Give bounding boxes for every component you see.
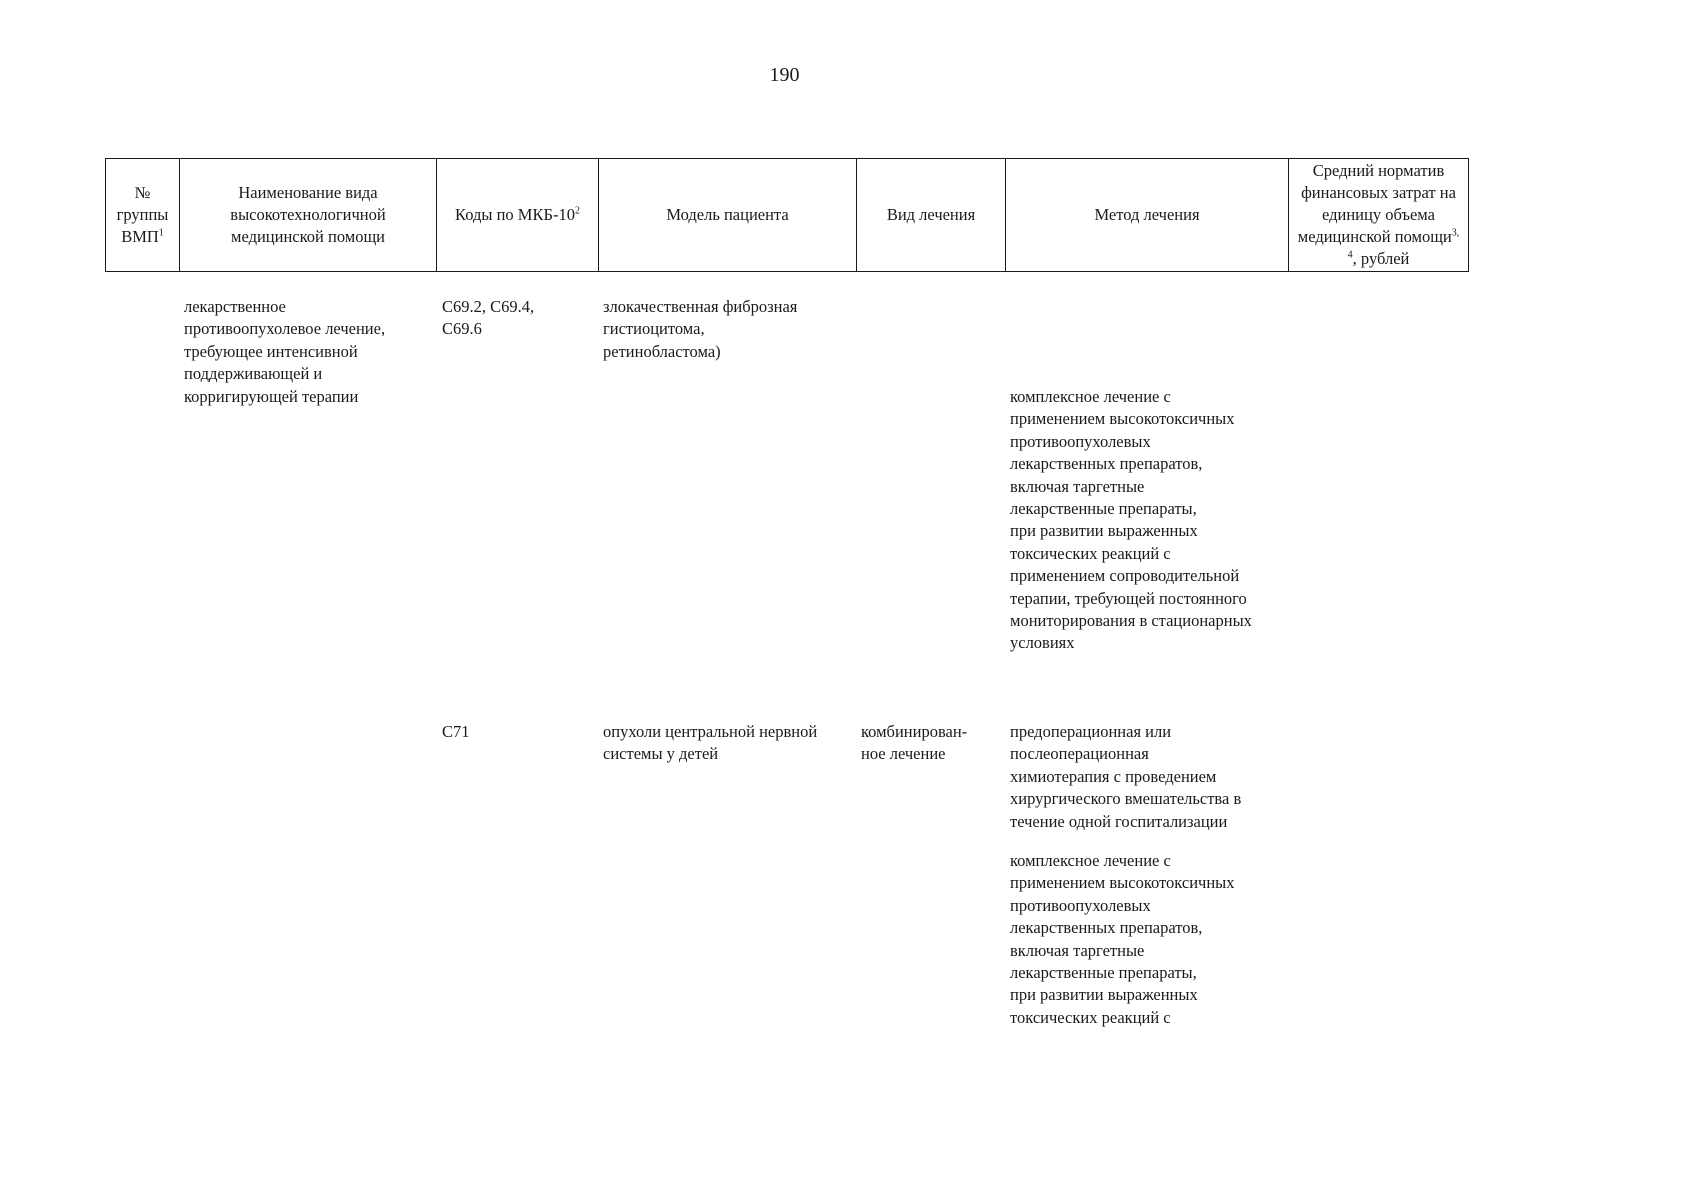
- row1-patient-model: злокачественная фиброзная гистиоцитома, ретинобластома): [603, 297, 798, 361]
- row2-patient-model: опухоли центральной нервной системы у детей: [603, 722, 818, 764]
- row1-care-type-name: лекарственное противоопухолевое лечение, требующее интенсивной поддерживающей и корригирующей терапии: [184, 297, 386, 406]
- header-cost-standard: Средний норматив финансовых затрат на единицу объема медицинской помощи$^{3, 4}$, рублей: [1289, 159, 1469, 272]
- header-care-type-name: Наименование вида высокотехнологичной медицинской помощи: [180, 159, 437, 272]
- page-number: 190: [769, 64, 800, 86]
- header-treatment-type: Вид лечения: [857, 159, 1006, 272]
- row2-treatment-type: комбинирован- ное лечение: [861, 722, 968, 764]
- row2-treatment-method-1: предоперационная или послеоперационная химиотерапия с проведением хирургического вмешательства в течение одной госпитализации: [1010, 722, 1242, 831]
- row2-treatment-method-2: комплексное лечение с применением высокотоксичных противоопухолевых лекарственных препаратов, включая таргетные лекарственные препараты, при развитии выраженных токсических реакций с: [1010, 851, 1235, 1027]
- row1-icd-codes: C69.2, C69.4, C69.6: [442, 297, 535, 339]
- header-icd-codes: Коды по МКБ-$10^2$: [437, 159, 599, 272]
- row1-treatment-method: комплексное лечение с применением высокотоксичных противоопухолевых лекарственных препаратов, включая таргетные лекарственные препараты, при развитии выраженных токсических реакций с применением сопроводительной терапии, требующей постоянного мониторирования в стационарных условиях: [1010, 387, 1252, 653]
- header-patient-model: Модель пациента: [599, 159, 857, 272]
- header-group-number: № группы ВМП$^1$: [106, 159, 180, 272]
- table-header: [105, 158, 1469, 272]
- row2-icd-codes: C71: [442, 722, 470, 741]
- header-treatment-method: Метод лечения: [1006, 159, 1289, 272]
